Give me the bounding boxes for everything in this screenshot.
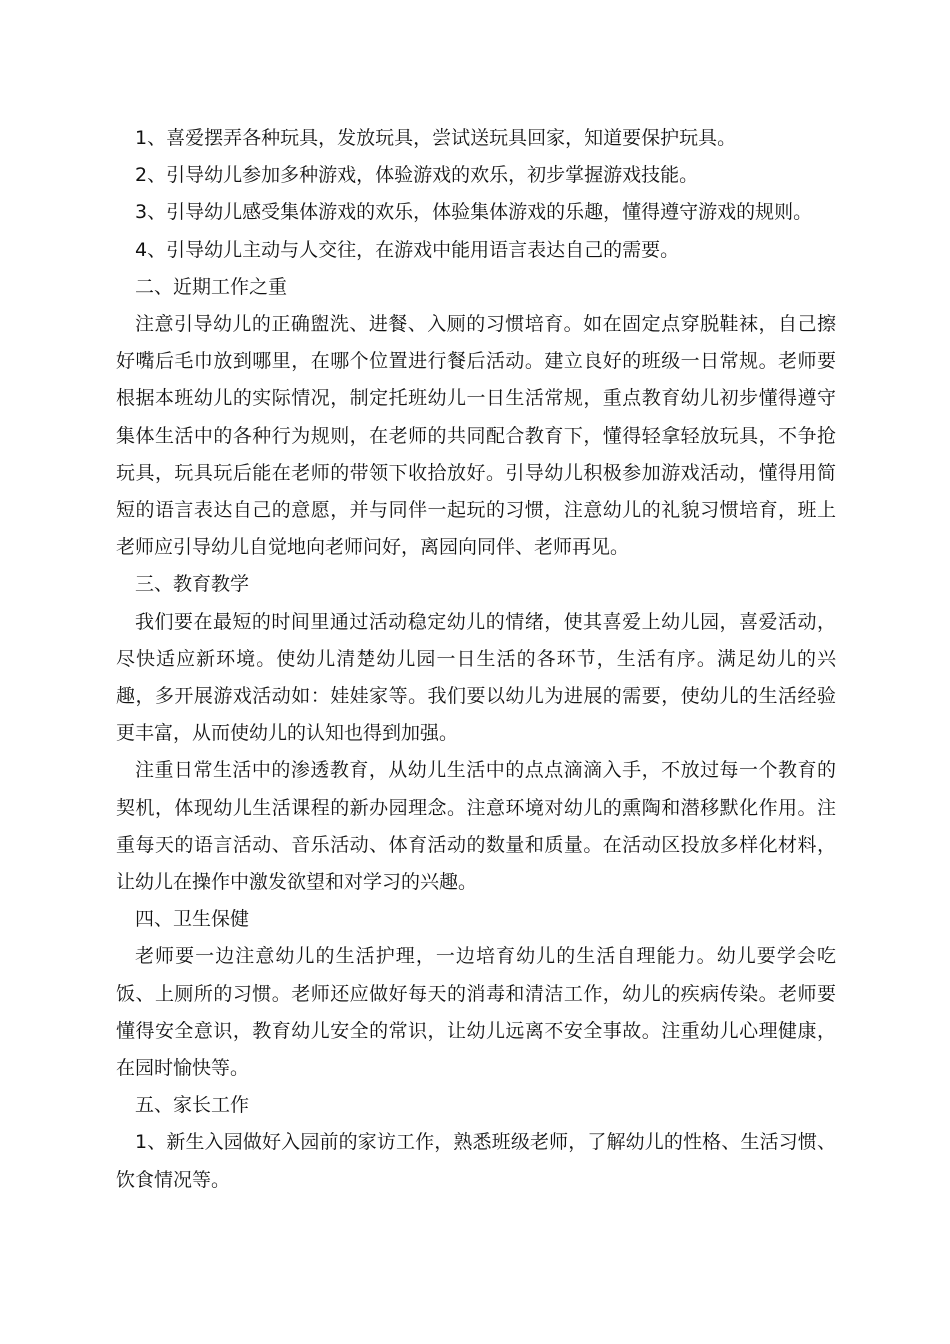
section-heading-parents: 五、家长工作 bbox=[135, 1094, 250, 1117]
section-heading-health: 四、卫生保健 bbox=[135, 908, 250, 931]
section-heading-teaching: 三、教育教学 bbox=[135, 573, 250, 596]
paragraph-teaching-1: 我们要在最短的时间里通过活动稳定幼儿的情绪，使其喜爱上幼儿园，喜爱活动，尽快适应新环境。使幼儿清楚幼儿园一日生活的各环节，生活有序。满足幼儿的兴趣，多开展游戏活动如：娃娃家等。我们要以幼儿为进展的需要，使幼儿的生活经验更丰富，从而使幼儿的认知也得到加强。 bbox=[116, 610, 836, 745]
paragraph-parents-1: 1、新生入园做好入园前的家访工作，熟悉班级老师，了解幼儿的性格、生活习惯、饮食情况等。 bbox=[116, 1131, 836, 1191]
document-body bbox=[116, 120, 836, 1199]
list-item-2: 2、引导幼儿参加多种游戏，体验游戏的欢乐，初步掌握游戏技能。 bbox=[135, 164, 699, 187]
section-heading-recent-work: 二、近期工作之重 bbox=[135, 275, 288, 298]
paragraph-recent-work: 注意引导幼儿的正确盥洗、进餐、入厕的习惯培育。如在固定点穿脱鞋袜，自己擦好嘴后毛巾放到哪里，在哪个位置进行餐后活动。建立良好的班级一日常规。老师要根据本班幼儿的实际情况，制定托班幼儿一日生活常规，重点教育幼儿初步懂得遵守集体生活中的各种行为规则，在老师的共同配合教育下，懂得轻拿轻放玩具，不争抢玩具，玩具玩后能在老师的带领下收拾放好。引导幼儿积极参加游戏活动，懂得用简短的语言表达自己的意愿，并与同伴一起玩的习惯，注意幼儿的礼貌习惯培育，班上老师应引导幼儿自觉地向老师问好，离园向同伴、老师再见。 bbox=[116, 313, 836, 559]
paragraph-teaching-2: 注重日常生活中的渗透教育，从幼儿生活中的点点滴滴入手，不放过每一个教育的契机，体现幼儿生活课程的新办园理念。注意环境对幼儿的熏陶和潜移默化作用。注重每天的语言活动、音乐活动、体育活动的数量和质量。在活动区投放多样化材料，让幼儿在操作中激发欲望和对学习的兴趣。 bbox=[116, 759, 836, 894]
list-item-3: 3、引导幼儿感受集体游戏的欢乐，体验集体游戏的乐趣，懂得遵守游戏的规则。 bbox=[135, 201, 813, 224]
paragraph-health: 老师要一边注意幼儿的生活护理，一边培育幼儿的生活自理能力。幼儿要学会吃饭、上厕所的习惯。老师还应做好每天的消毒和清洁工作，幼儿的疾病传染。老师要懂得安全意识，教育幼儿安全的常识，让幼儿远离不安全事故。注重幼儿心理健康，在园时愉快等。 bbox=[116, 945, 836, 1080]
list-item-4: 4、引导幼儿主动与人交往，在游戏中能用语言表达自己的需要。 bbox=[135, 238, 680, 261]
list-item-1: 1、喜爱摆弄各种玩具，发放玩具，尝试送玩具回家，知道要保护玩具。 bbox=[135, 127, 737, 149]
